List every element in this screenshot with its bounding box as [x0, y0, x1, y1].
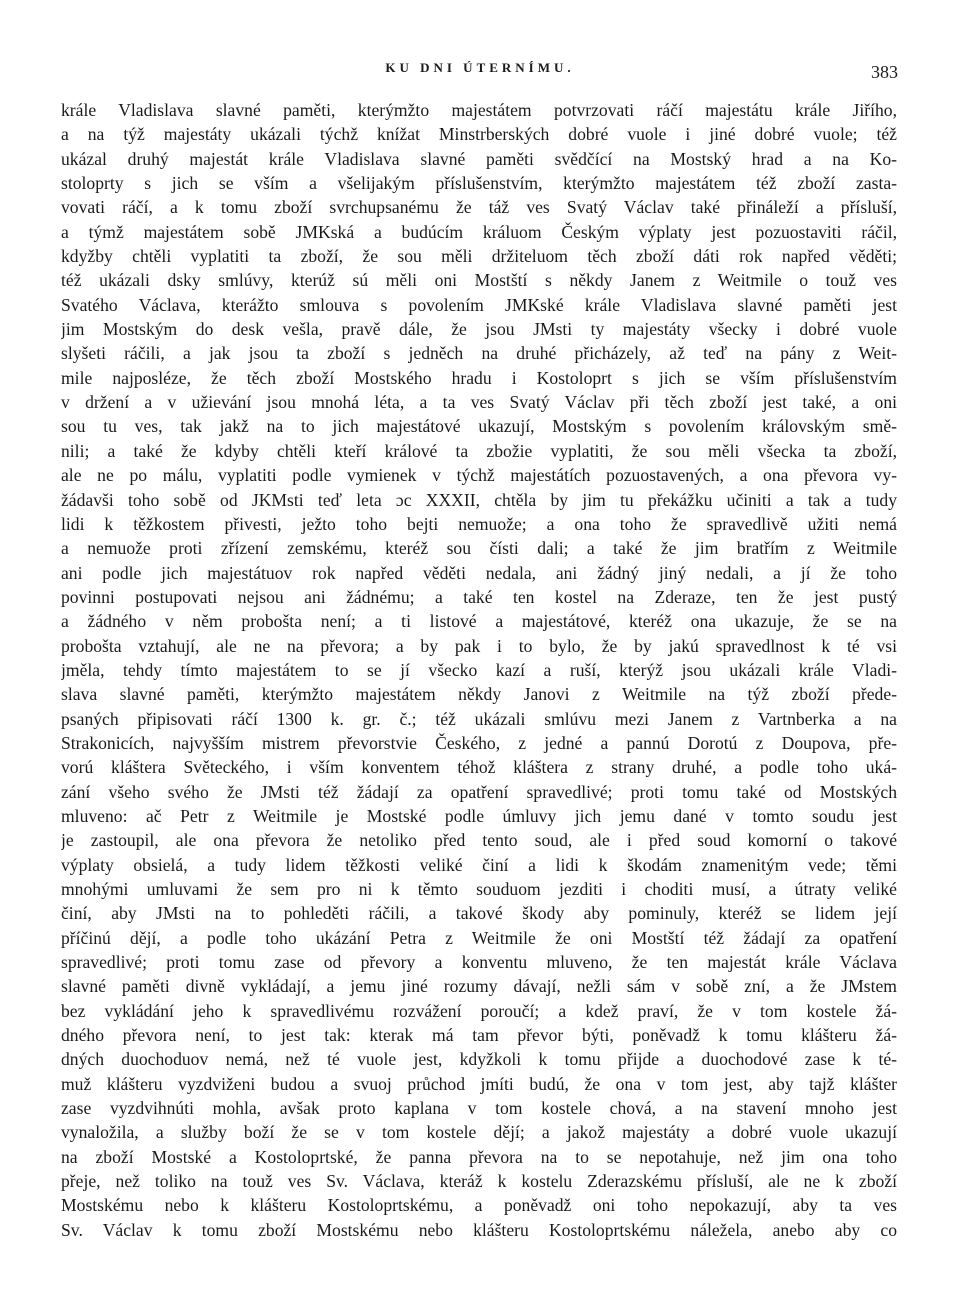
text-line: dného převora není, to jest tak: kterak má tam převor býti, poněvadž k tomu klášteru žá-	[61, 1025, 897, 1046]
text-line: slava slavné paměti, kterýmžto majestátem někdy Janovi z Weitmile na týž zboží přede-	[61, 684, 897, 705]
text-line: žádavši toho sobě od JKMsti teď leta ɔc XXXII, chtěla by jim tu překážku učiniti a tak a tudy	[61, 489, 897, 510]
text-line: na zboží Mostské a Kostoloprtské, že panna převora na to se nepotahuje, než jim ona toho	[61, 1146, 897, 1167]
text-line: jim Mostským do desk vešla, pravě dále, že jsou JMsti ty majestáty všecky i dobré vuole	[61, 319, 897, 340]
text-line: povinni postupovati nejsou ani žádnému; a také ten kostel na Zderaze, ten že jest pustý	[61, 586, 897, 607]
text-line: činí, aby JMsti na to pohleděti ráčili, a takové škody aby pominuly, kteréž se lidem její	[61, 903, 897, 924]
text-line: zase vyzdvihnúti mohla, avšak proto kaplana v tom kostele chová, a na stavení mnoho jest	[61, 1098, 897, 1119]
text-line: Strakonicích, najvyšším mistrem převorstvie Českého, z jedné a pannú Dorotú z Doupova, pře-	[61, 732, 897, 753]
running-title: KU DNI ÚTERNÍMU.	[385, 60, 575, 75]
text-line: a na týž majestáty ukázali týchž knížat Minstrberských dobré vuole i jiné dobré vuole; též	[61, 124, 897, 145]
text-line: krále Vladislava slavné paměti, kterýmžto majestátem potvrzovati ráčí majestátu krále Jiřího,	[61, 100, 897, 120]
text-line: bez vykládání jeho k spravedlivému rozvážení poroučí; a kdež praví, že v tom kostele žá-	[61, 1000, 897, 1021]
text-line: psaných připisovati ráčí 1300 k. gr. č.; též ukázali smlúvu mezi Janem z Vartnberka a na	[61, 708, 897, 729]
page-number: 383	[871, 62, 898, 82]
text-line: nili; a také že kdyby chtěli kteří králové ta zbožie vyplatiti, že sou měli všecka ta zboží,	[61, 440, 897, 461]
running-head	[0, 60, 960, 82]
text-line: příčinú dějí, a podle toho ukázání Petra z Weitmile že oni Mostští též žádají za opatření	[61, 927, 897, 948]
text-line: výplaty obsielá, a tudy lidem těžkosti veliké činí a lidi k škodám znamenitým vede; těmi	[61, 854, 897, 875]
text-line: slavné paměti divně vykládají, a jemu jiné rozumy dávají, nežli sám v sobě zní, a že JMstem	[61, 976, 897, 997]
text-line: je zastoupil, ale ona převora že netoliko před tento soud, ale i před soud komorní o takové	[61, 830, 897, 851]
text-line: v držení a v užievání jsou mnohá léta, a ta ves Svatý Václav při těch zboží jest také, a oni	[61, 392, 897, 413]
text-line: zání všeho svého že JMsti též žádají za opatření spravedlivé; proti tomu také od Mostských	[61, 781, 897, 802]
text-line: ale ne po málu, vyplatiti podle vymienek v týchž majestátích pozuostavených, a ona převora vy-	[61, 465, 897, 486]
text-line: dných duochoduov nemá, než té vuole jest, kdyžkoli k tomu přijde a duochodové zase k té-	[61, 1049, 897, 1070]
text-line: muž klášteru vyzdviženi budou a svuoj průchod jmíti budú, že ona v tom jest, aby tajž klášter	[61, 1073, 897, 1094]
text-line: ukázal druhý majestát krále Vladislava slavné paměti svědčící na Mostský hrad a na Ko-	[61, 148, 897, 169]
text-line: lidi k těžkostem přivesti, ježto toho bejti nemuože; a ona toho že spravedlivě užiti nemá	[61, 513, 897, 534]
text-line: a žádného v něm probošta není; a ti listové a majestátové, kteréž ona ukazuje, že se na	[61, 611, 897, 632]
text-line: mluveno: ač Petr z Weitmile je Mostské podle úmluvy jich jemu dané v tomto soudu jest	[61, 805, 897, 826]
text-line: sou tu ves, tak jakž na to jich majestátové ukazují, Mostským s povolením královským smě-	[61, 416, 897, 437]
text-line: vorú kláštera Světeckého, i vším konventem téhož kláštera z strany druhé, a podle toho uká-	[61, 757, 897, 778]
text-line: Svatého Václava, kterážto smlouva s povolením JMKské krále Vladislava slavné paměti jest	[61, 294, 897, 315]
text-line: též ukázali dsky smlúvy, kterúž sú měli oni Mostští s někdy Janem z Weitmile o touž ves	[61, 270, 897, 291]
text-line: probošta vztahují, ale ne na převora; a by pak i to bylo, že by jakú spravedlnost k té vsi	[61, 635, 897, 656]
text-line: kdyžby chtěli vyplatiti ta zboží, že sou měli držiteluom těch zboží dáti rok napřed věděti;	[61, 246, 897, 267]
text-line: spravedlivé; proti tomu zase od převory a konventu mluveno, že ten majestát krále Václava	[61, 952, 897, 973]
body-text	[61, 98, 897, 1242]
text-line: mile najposléze, že těch zboží Mostského hradu i Kostoloprt s jich se vším příslušenstvím	[61, 367, 897, 388]
text-line: a nemuože proti zřízení zemskému, kteréž sou čísti dali; a také že jim bratřím z Weitmile	[61, 538, 897, 559]
text-line: Sv. Václav k tomu zboží Mostskému nebo klášteru Kostoloprtskému náležela, anebo aby co	[61, 1219, 897, 1240]
text-line: Mostskému nebo k klášteru Kostoloprtskému, a poněvadž oni toho nepokazují, aby ta ves	[61, 1195, 897, 1216]
text-line: a týmž majestátem sobě JMKská a budúcím králuom Českým výplaty jest pozuostaviti ráčil,	[61, 221, 897, 242]
text-line: mnohými umluvami že sem pro ni k těmto souduom jezditi i choditi musí, a útraty veliké	[61, 879, 897, 899]
text-line: vovati ráčí, a k tomu zboží svrchupsanému že táž ves Svatý Václav také přináleží a přísluší,	[61, 197, 897, 218]
text-line: přeje, než toliko na touž ves Sv. Václava, kteráž k kostelu Zderazskému přísluší, ale ne k zboží	[61, 1171, 897, 1192]
text-line: jměla, tehdy tímto majestátem to se jí všecko kazí a ruší, kterýž jsou ukázali krále Vladi-	[61, 659, 897, 680]
text-line: slyšeti ráčili, a jak jsou ta zboží s jedněch na druhé přicházely, až teď na pány z Weit-	[61, 343, 897, 364]
text-line: stoloprty s jich se vším a všelijakým příslušenstvím, kterýmžto majestátem též zboží zasta-	[61, 173, 897, 194]
text-line: ani podle jich majestátuov rok napřed věděti nedala, ani žádný jiný nedali, a jí že toho	[61, 562, 897, 583]
text-line: vynaložila, a služby boží že se v tom kostele dějí; a jakož majestáty a dobré vuole ukazují	[61, 1122, 897, 1143]
